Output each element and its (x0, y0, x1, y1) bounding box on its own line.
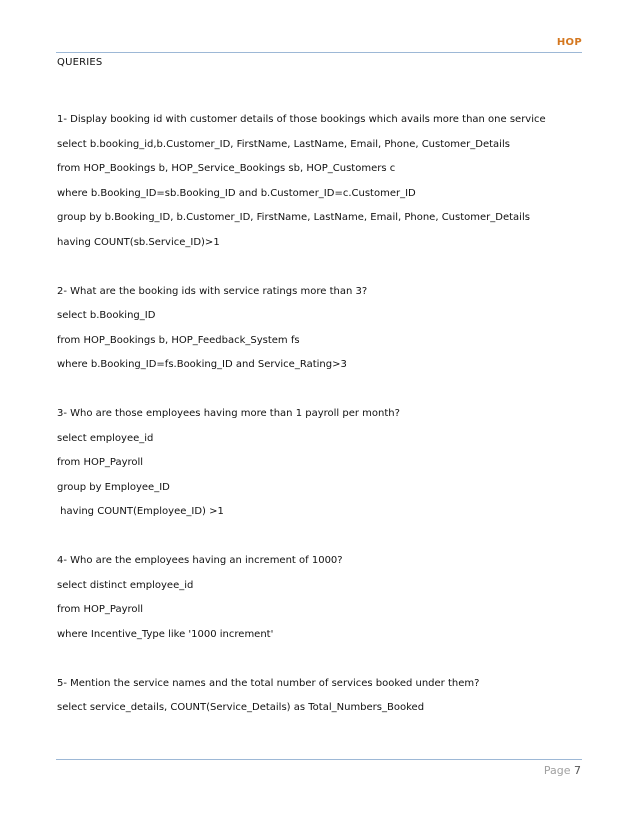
header-title: HOP (556, 37, 582, 48)
sql-line: where Incentive_Type like '1000 increment' (57, 628, 274, 640)
sql-line: from HOP_Bookings b, HOP_Feedback_System fs (57, 334, 300, 346)
query-question: 4- Who are the employees having an increment of 1000? (57, 555, 343, 566)
page-number-value: 7 (574, 764, 581, 777)
query-block-1 (57, 108, 597, 721)
sql-line: select service_details, COUNT(Service_Details) as Total_Numbers_Booked (57, 702, 425, 713)
query-question: 5- Mention the service names and the total number of services booked under them? (57, 677, 480, 689)
sql-line: group by b.Booking_ID, b.Customer_ID, FirstName, LastName, Email, Phone, Customer_Details (57, 212, 530, 223)
page-label: Page (543, 764, 571, 777)
sql-line: having COUNT(sb.Service_ID)>1 (57, 236, 220, 248)
sql-line: where b.Booking_ID=sb.Booking_ID and b.Customer_ID=c.Customer_ID (57, 187, 416, 199)
section-title: QUERIES (57, 57, 103, 68)
header-divider (56, 52, 582, 53)
page-number (544, 764, 581, 777)
sql-line: group by Employee_ID (57, 481, 170, 493)
query-question: 3- Who are those employees having more than 1 payroll per month? (57, 408, 400, 419)
sql-line: having COUNT(Employee_ID) >1 (57, 506, 224, 517)
footer-divider (56, 759, 582, 760)
sql-line: from HOP_Payroll (57, 604, 144, 615)
query-question: 1- Display booking id with customer details of those bookings which avails more than one service (57, 114, 546, 125)
sql-line: from HOP_Bookings b, HOP_Service_Bookings sb, HOP_Customers c (57, 163, 396, 174)
query-question: 2- What are the booking ids with service ratings more than 3? (57, 285, 368, 297)
sql-line: select b.booking_id,b.Customer_ID, FirstName, LastName, Email, Phone, Customer_Details (57, 138, 510, 150)
sql-line: select b.Booking_ID (57, 310, 156, 321)
sql-line: select distinct employee_id (57, 579, 194, 591)
sql-line: where b.Booking_ID=fs.Booking_ID and Service_Rating>3 (57, 359, 347, 370)
sql-line: select employee_id (57, 432, 154, 444)
sql-line: from HOP_Payroll (57, 457, 144, 468)
